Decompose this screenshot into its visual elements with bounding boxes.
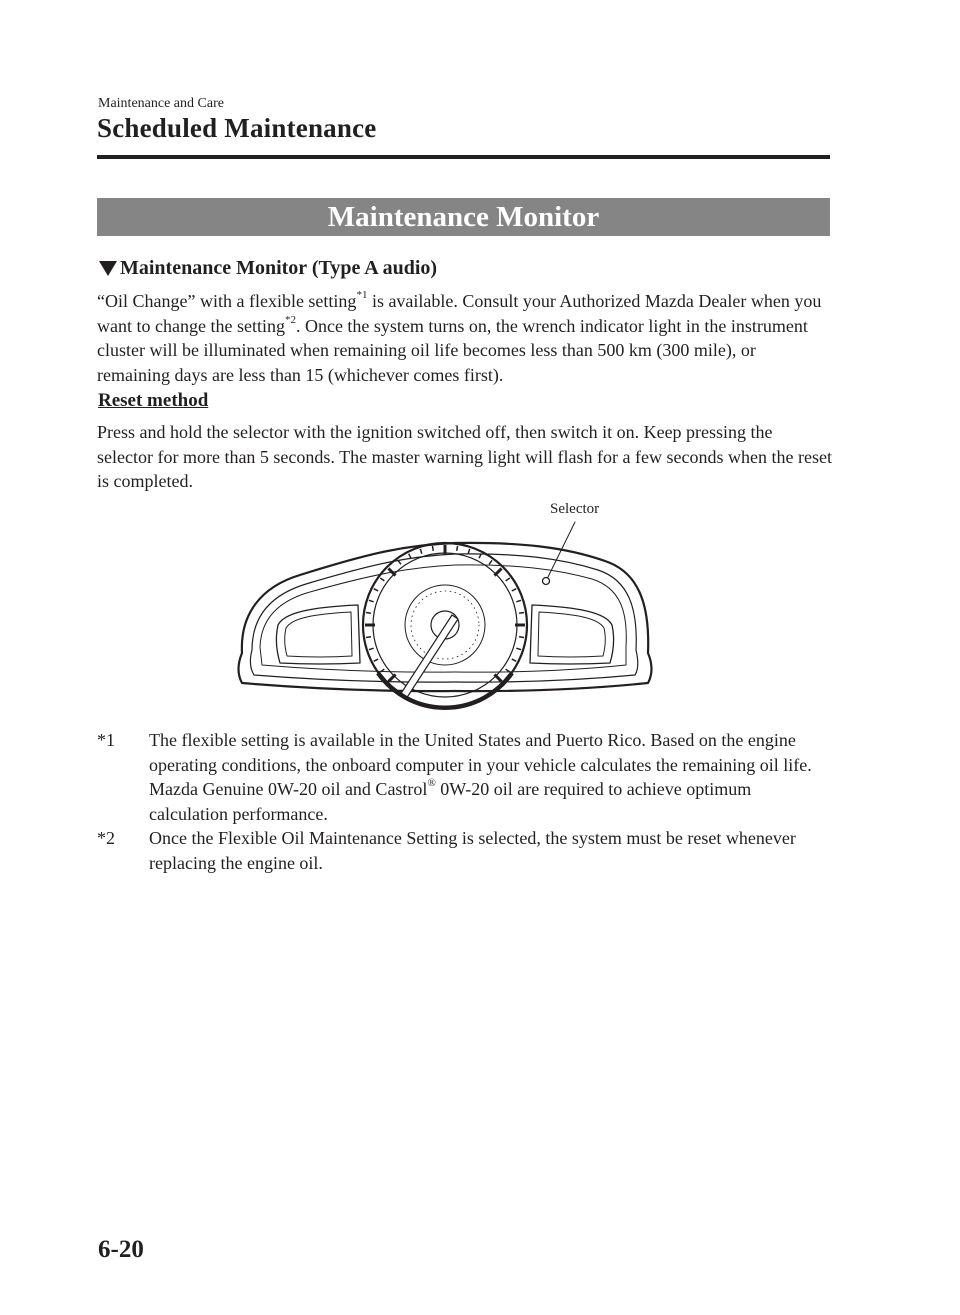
gauge-tick — [380, 578, 384, 581]
gauge-tick — [489, 560, 492, 564]
topic-banner: Maintenance Monitor — [97, 198, 830, 236]
gauge-tick — [366, 612, 371, 613]
gauge-tick — [420, 549, 422, 554]
gauge-tick — [468, 549, 470, 554]
intro-text-2: is available. Consult your Authorized Mazda Dealer when you want to change the setting — [97, 291, 822, 336]
footnote-1-text-end: 0W-20 oil are required to achieve optimum calculation performance. — [149, 779, 752, 824]
gauge-tick — [512, 659, 516, 661]
gauge-tick — [457, 546, 458, 551]
gauge-tick — [388, 674, 395, 681]
gauge-tick — [369, 600, 374, 602]
footnote-ref-2: *2 — [284, 313, 296, 326]
footnote-mark-1: *1 — [97, 730, 115, 750]
footnote-1-text: The flexible setting is available in the United States and Puerto Rico. Based on the engine operating conditions, the onboard computer in your vehicle calculates the remaining oil life. Mazda Genuine 0W-20 oil and Castrol — [149, 730, 812, 799]
gauge-tick — [519, 637, 524, 638]
gauge-tick — [432, 546, 433, 551]
gauge-tick — [366, 637, 371, 638]
triangle-bullet-icon — [99, 261, 117, 276]
gauge-tick — [494, 568, 501, 575]
intro-text-3: . Once the system turns on, the wrench indicator light in the instrument cluster will be illuminated when remaining oil life becomes less than 500 km (300 mile), or remaining days are less than 15 (whichever comes first). — [97, 315, 808, 385]
selector-callout-label: Selector — [550, 501, 600, 517]
intro-text-1: “Oil Change” with a flexible setting — [97, 291, 357, 311]
registered-mark: ® — [427, 777, 436, 789]
chapter-label: Maintenance and Care — [98, 96, 224, 111]
footnote-1 — [97, 728, 832, 826]
gauge-tick — [369, 648, 374, 650]
page-number: 6-20 — [98, 1236, 144, 1263]
gauge-tick — [512, 589, 516, 591]
reset-paragraph: Press and hold the selector with the ignition switched off, then switch it on. Keep pressing the selector for more than 5 seconds. The master warning light will flash for a few seconds when the reset is completed. — [97, 422, 832, 491]
gauge-tick — [494, 674, 501, 681]
gauge-tick — [374, 659, 378, 661]
gauge-tick — [516, 600, 521, 602]
footnote-2 — [97, 826, 832, 875]
footnote-mark-2: *2 — [97, 828, 115, 848]
intro-paragraph — [97, 289, 832, 387]
instrument-cluster-illustration — [230, 495, 690, 720]
footnote-2-text: Once the Flexible Oil Maintenance Setting is selected, the system must be reset whenever replacing the engine oil. — [149, 828, 796, 873]
gauge-tick — [519, 612, 524, 613]
gauge-tick — [398, 560, 401, 564]
gauge-tick — [409, 554, 411, 558]
gauge-tick — [374, 589, 378, 591]
selector-knob-icon — [543, 578, 550, 585]
header-divider — [97, 155, 830, 159]
subheading-text: Maintenance Monitor (Type A audio) — [120, 257, 438, 279]
footnote-ref-1: *1 — [356, 289, 368, 301]
reset-method-heading: Reset method — [98, 390, 209, 411]
footnotes — [97, 728, 832, 875]
gauge-tick — [506, 578, 510, 581]
instrument-cluster-figure — [230, 495, 690, 720]
subheading — [99, 257, 437, 280]
gauge-tick — [516, 648, 521, 650]
section-title: Scheduled Maintenance — [97, 113, 377, 143]
